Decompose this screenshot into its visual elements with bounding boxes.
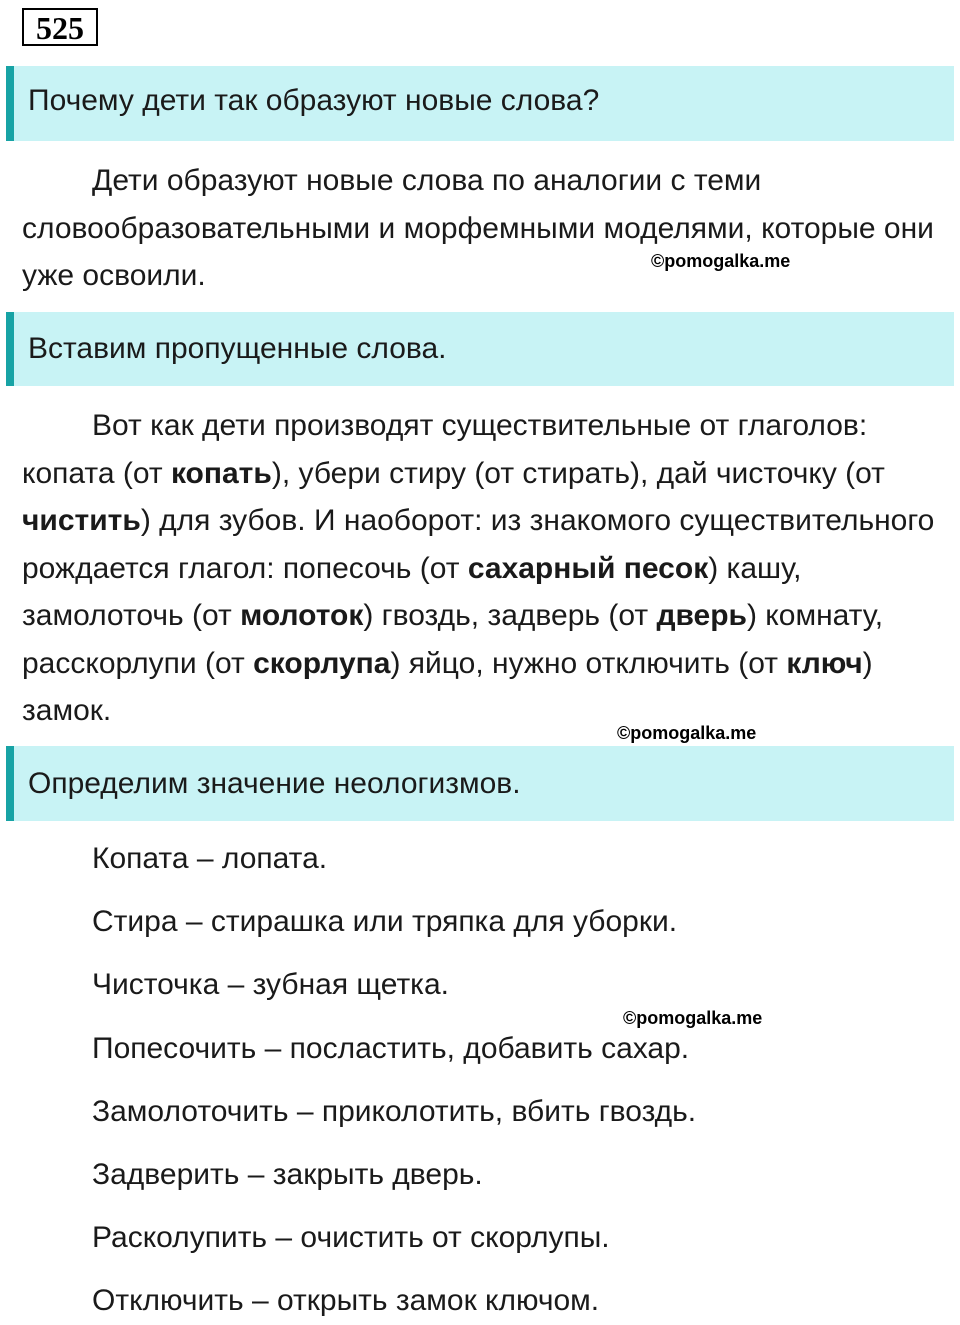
watermark: ©pomogalka.me [651,251,791,271]
watermark: ©pomogalka.me [623,1008,763,1028]
inserted-word: чистить [22,504,141,537]
task-heading-band [6,312,954,386]
definition-item: Замолоточить – приколотить, вбить гвоздь. [92,1095,697,1128]
answer-paragraph: Дети образуют новые слова по аналогии с теми словообразовательными и морфемными моделями, которые они уже освоили. [22,164,934,292]
definitions-heading: Определим значение неологизмов. [28,767,521,800]
definition-item: Задверить – закрыть дверь. [92,1158,483,1191]
task-heading: Вставим пропущенные слова. [28,332,447,365]
filled-paragraph: Вот как дети производят существительные от глаголов: копата (от копать), убери стиру (от стирать), дай чисточку (от чистить) для зубов. И наоборот: из знакомого существительного рождается глагол: попесочь (от сахарный песок) кашу, замолоточь (от молоток) гвоздь, задверь (от дверь) комнату, расскорлупи (от скорлупа) яйцо, нужно отключить (от ключ) замок. [22,409,935,727]
question-heading-band [6,66,954,141]
definition-item: Отключить – открыть замок ключом. [92,1284,600,1317]
definition-item: Чисточка – зубная щетка. [92,968,449,1001]
watermark: ©pomogalka.me [617,723,757,743]
inserted-word: дверь [656,599,747,632]
question-heading: Почему дети так образуют новые слова? [28,84,600,117]
inserted-word: ключ [786,646,863,680]
definition-item: Копата – лопата. [92,842,328,875]
definition-item: Расколупить – очистить от скорлупы. [92,1221,610,1254]
definitions-heading-band [6,746,954,821]
definition-item: Стира – стирашка или тряпка для уборки. [92,905,678,938]
exercise-number: 525 [22,8,98,46]
inserted-word: копать [170,456,272,490]
inserted-word: молоток [240,599,364,632]
definition-item: Попесочить – посластить, добавить сахар. [92,1032,690,1065]
inserted-word: сахарный песок [467,551,709,585]
inserted-word: скорлупа [253,646,391,680]
